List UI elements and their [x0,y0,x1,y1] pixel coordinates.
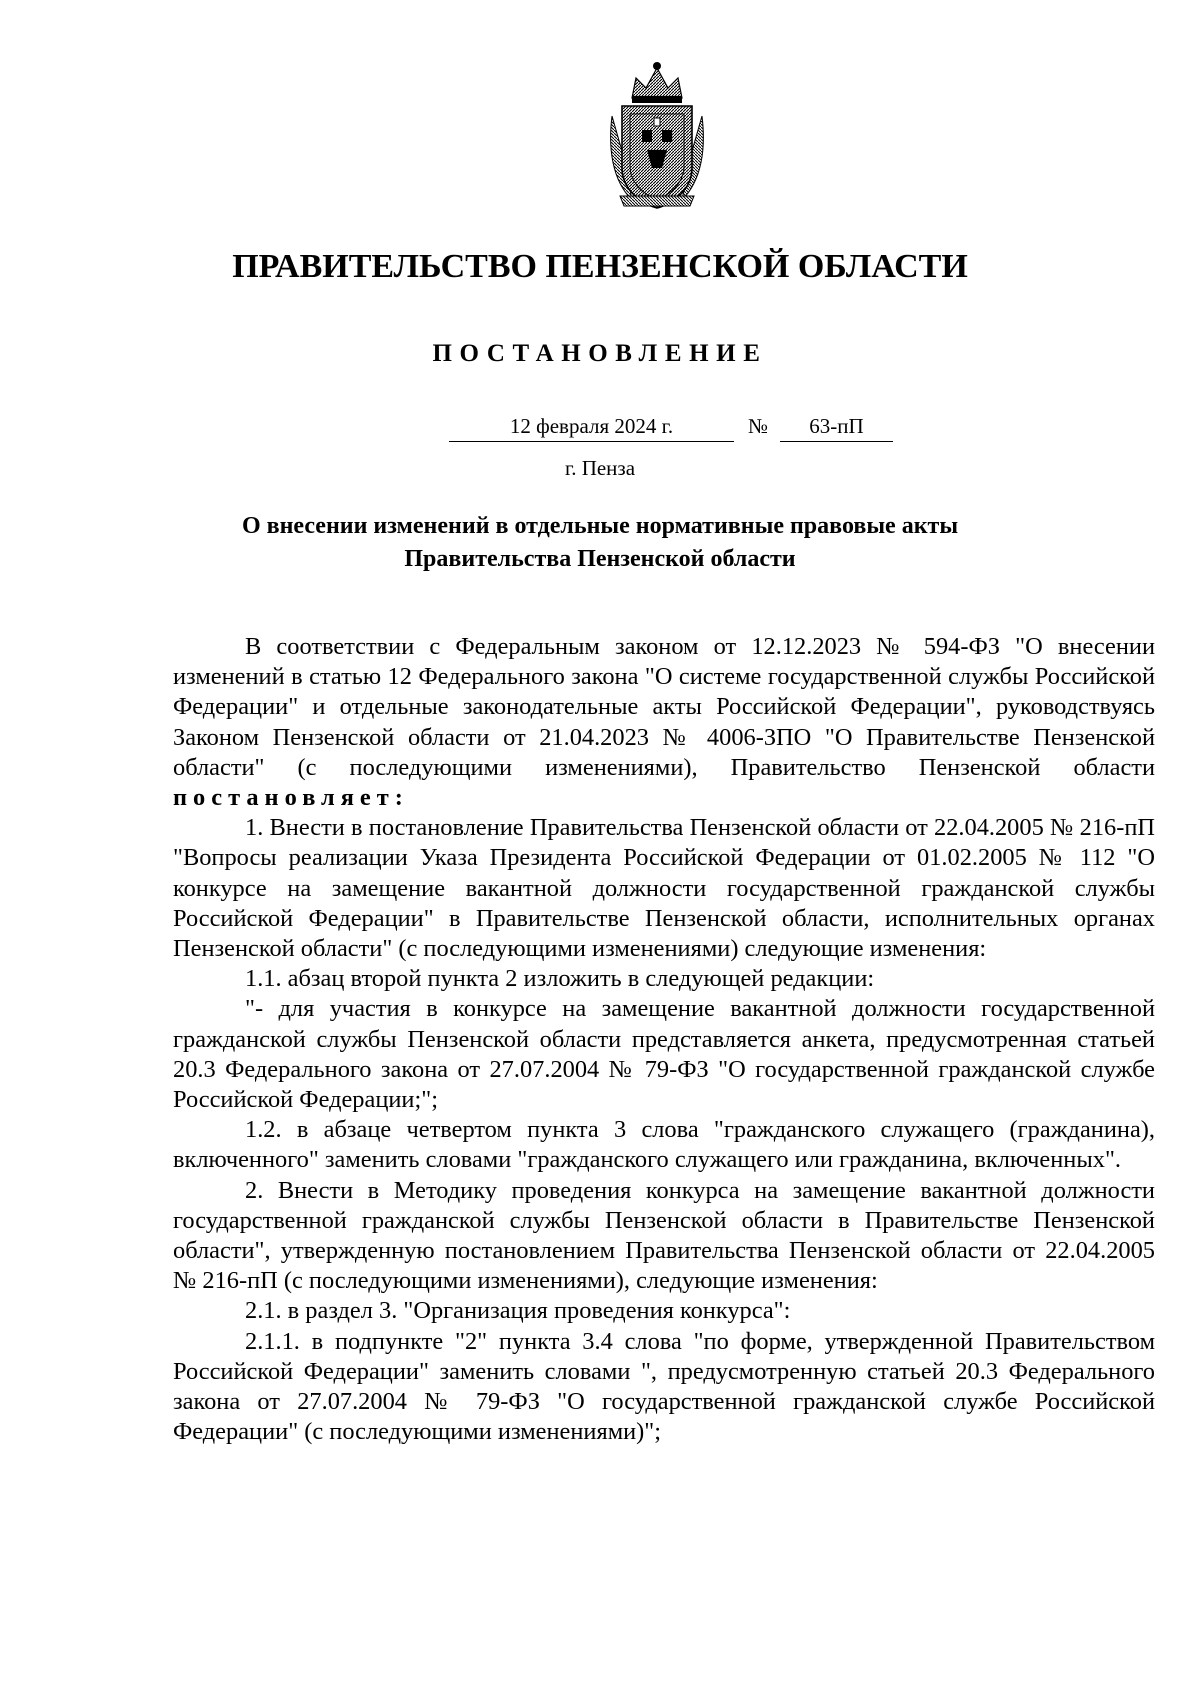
subject-line-2: Правительства Пензенской области [404,546,796,572]
number-sign: № [748,414,769,438]
item-paragraph: 1.1. абзац второй пункта 2 изложить в следующей редакции: [245,965,875,993]
document-date: 12 февраля 2024 г. [449,411,734,442]
coat-of-arms-emblem [602,58,712,210]
item-paragraph: 2.1.1. в подпункте "2" пункта 3.4 слова "по форме, утвержденной Правительством Российской Федерации" заменить словами ", предусмотренную статьей 20.3 Федерального закона от 27.07.2004 № 79-ФЗ "О государственной гражданской службе Российской Федерации" (с последующими изменениями)"; [173,1327,1155,1446]
item-paragraph: 2.1. в раздел 3. "Организация проведения конкурса": [245,1297,791,1325]
item-paragraph: 1. Внести в постановление Правительства Пензенской области от 22.04.2005 № 216-пП "Вопросы реализации Указа Президента Российской Федерации от 01.02.2005 № 112 "О конкурсе на замещение вакантной должности государственной гражданской службы Российской Федерации" в Правительстве Пензенской области, исполнительных органах Пензенской области" (с последующими изменениями) следующие изменения: [173,814,1155,963]
document-number: 63-пП [780,411,893,442]
preamble-text: В соответствии с Федеральным законом от 12.12.2023 № 594-ФЗ "О внесении изменений в статью 12 Федерального закона "О системе государственной службы Российской Федерации" и отдельные законодательные акты Российской Федерации", руководствуясь Законом Пензенской области от 21.04.2023 № 4006-ЗПО "О Правительстве Пензенской области" (с последующими изменениями), Правительство Пензенской области [173,633,1155,781]
document-city: г. Пенза [564,456,636,480]
organization-title: ПРАВИТЕЛЬСТВО ПЕНЗЕНСКОЙ ОБЛАСТИ [232,248,968,285]
decree-word: постановляет: [173,784,409,812]
item-paragraph: 2. Внести в Методику проведения конкурса на замещение вакантной должности государственной гражданской службы Пензенской области в Правительстве Пензенской области", утвержденную постановлением Правительства Пензенской области от 22.04.2005 № 216-пП (с последующими изменениями), следующие изменения: [173,1176,1155,1295]
item-paragraph: "- для участия в конкурсе на замещение вакантной должности государственной гражданской службы Пензенской области представляется анкета, предусмотренная статьей 20.3 Федерального закона от 27.07.2004 № 79-ФЗ "О государственной гражданской службе Российской Федерации;"; [173,995,1155,1114]
document-body [173,632,1155,1447]
item-paragraph: 1.2. в абзаце четвертом пункта 3 слова "гражданского служащего (гражданина), включенного" заменить словами "гражданского служащего или гражданина, включенных". [173,1116,1155,1174]
preamble-paragraph [173,632,1155,813]
document-type: ПОСТАНОВЛЕНИЕ [432,340,768,367]
subject-line-1: О внесении изменений в отдельные нормативные правовые акты [241,513,959,539]
document-subject [120,510,1080,576]
